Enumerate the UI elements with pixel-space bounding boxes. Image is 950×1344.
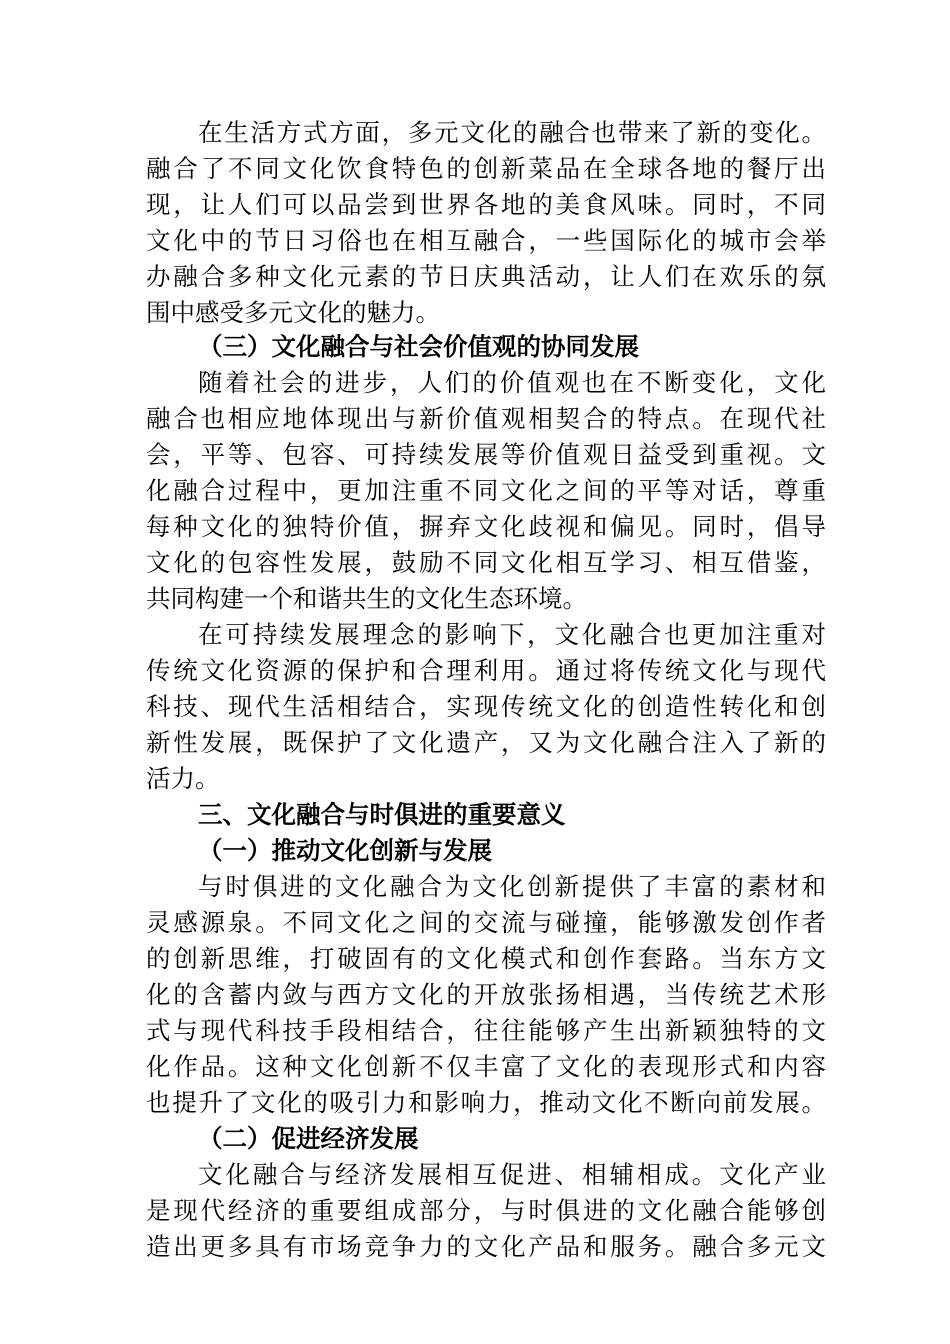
paragraph-values-line-4: 化融合过程中，更加注重不同文化之间的平等对话，尊重	[146, 476, 826, 505]
paragraph-economy-line-2: 是现代经济的重要组成部分，与时俱进的文化融合能够创	[146, 1196, 826, 1225]
paragraph-sustain-line-2: 传统文化资源的保护和合理利用。通过将传统文化与现代	[146, 656, 826, 685]
paragraph-economy-line-3: 造出更多具有市场竞争力的文化产品和服务。融合多元文	[146, 1232, 826, 1261]
paragraph-life-line-3: 现，让人们可以品尝到世界各地的美食风味。同时，不同	[146, 190, 826, 219]
paragraph-innovation-line-1: 与时俱进的文化融合为文化创新提供了丰富的素材和	[198, 872, 826, 901]
paragraph-economy-line-1: 文化融合与经济发展相互促进、相辅相成。文化产业	[198, 1160, 826, 1189]
paragraph-innovation-line-3: 的创新思维，打破固有的文化模式和创作套路。当东方文	[146, 944, 826, 973]
paragraph-values-line-6: 文化的包容性发展，鼓励不同文化相互学习、相互借鉴，	[146, 548, 826, 577]
paragraph-values-line-1: 随着社会的进步，人们的价值观也在不断变化，文化	[198, 368, 826, 397]
paragraph-values-line-3: 会，平等、包容、可持续发展等价值观日益受到重视。文	[146, 440, 826, 469]
paragraph-innovation-line-6: 化作品。这种文化创新不仅丰富了文化的表现形式和内容	[146, 1052, 826, 1081]
paragraph-life-line-2: 融合了不同文化饮食特色的创新菜品在全球各地的餐厅出	[146, 154, 826, 183]
paragraph-life-line-5: 办融合多种文化元素的节日庆典活动，让人们在欢乐的氛	[146, 262, 826, 291]
section-heading-3: 三、文化融合与时俱进的重要意义	[198, 800, 566, 829]
paragraph-sustain-line-3: 科技、现代生活相结合，实现传统文化的创造性转化和创	[146, 692, 826, 721]
paragraph-life-line-1: 在生活方式方面，多元文化的融合也带来了新的变化。	[198, 118, 826, 147]
paragraph-values-line-5: 每种文化的独特价值，摒弃文化歧视和偏见。同时，倡导	[146, 512, 826, 541]
paragraph-innovation-line-7: 也提升了文化的吸引力和影响力，推动文化不断向前发展。	[146, 1088, 826, 1117]
subheading-2: （二）促进经济发展	[198, 1124, 419, 1153]
paragraph-sustain-line-4: 新性发展，既保护了文化遗产，又为文化融合注入了新的	[146, 728, 826, 757]
paragraph-innovation-line-2: 灵感源泉。不同文化之间的交流与碰撞，能够激发创作者	[146, 908, 826, 937]
paragraph-innovation-line-4: 化的含蓄内敛与西方文化的开放张扬相遇，当传统艺术形	[146, 980, 826, 1009]
subheading-3: （三）文化融合与社会价值观的协同发展	[198, 332, 639, 361]
paragraph-sustain-line-1: 在可持续发展理念的影响下，文化融合也更加注重对	[198, 620, 826, 649]
paragraph-sustain-line-5: 活力。	[146, 764, 220, 793]
subheading-1: （一）推动文化创新与发展	[198, 836, 492, 865]
paragraph-life-line-6: 围中感受多元文化的魅力。	[146, 298, 440, 327]
paragraph-values-line-2: 融合也相应地体现出与新价值观相契合的特点。在现代社	[146, 404, 826, 433]
paragraph-innovation-line-5: 式与现代科技手段相结合，往往能够产生出新颖独特的文	[146, 1016, 826, 1045]
paragraph-values-line-7: 共同构建一个和谐共生的文化生态环境。	[146, 584, 587, 613]
paragraph-life-line-4: 文化中的节日习俗也在相互融合，一些国际化的城市会举	[146, 226, 826, 255]
